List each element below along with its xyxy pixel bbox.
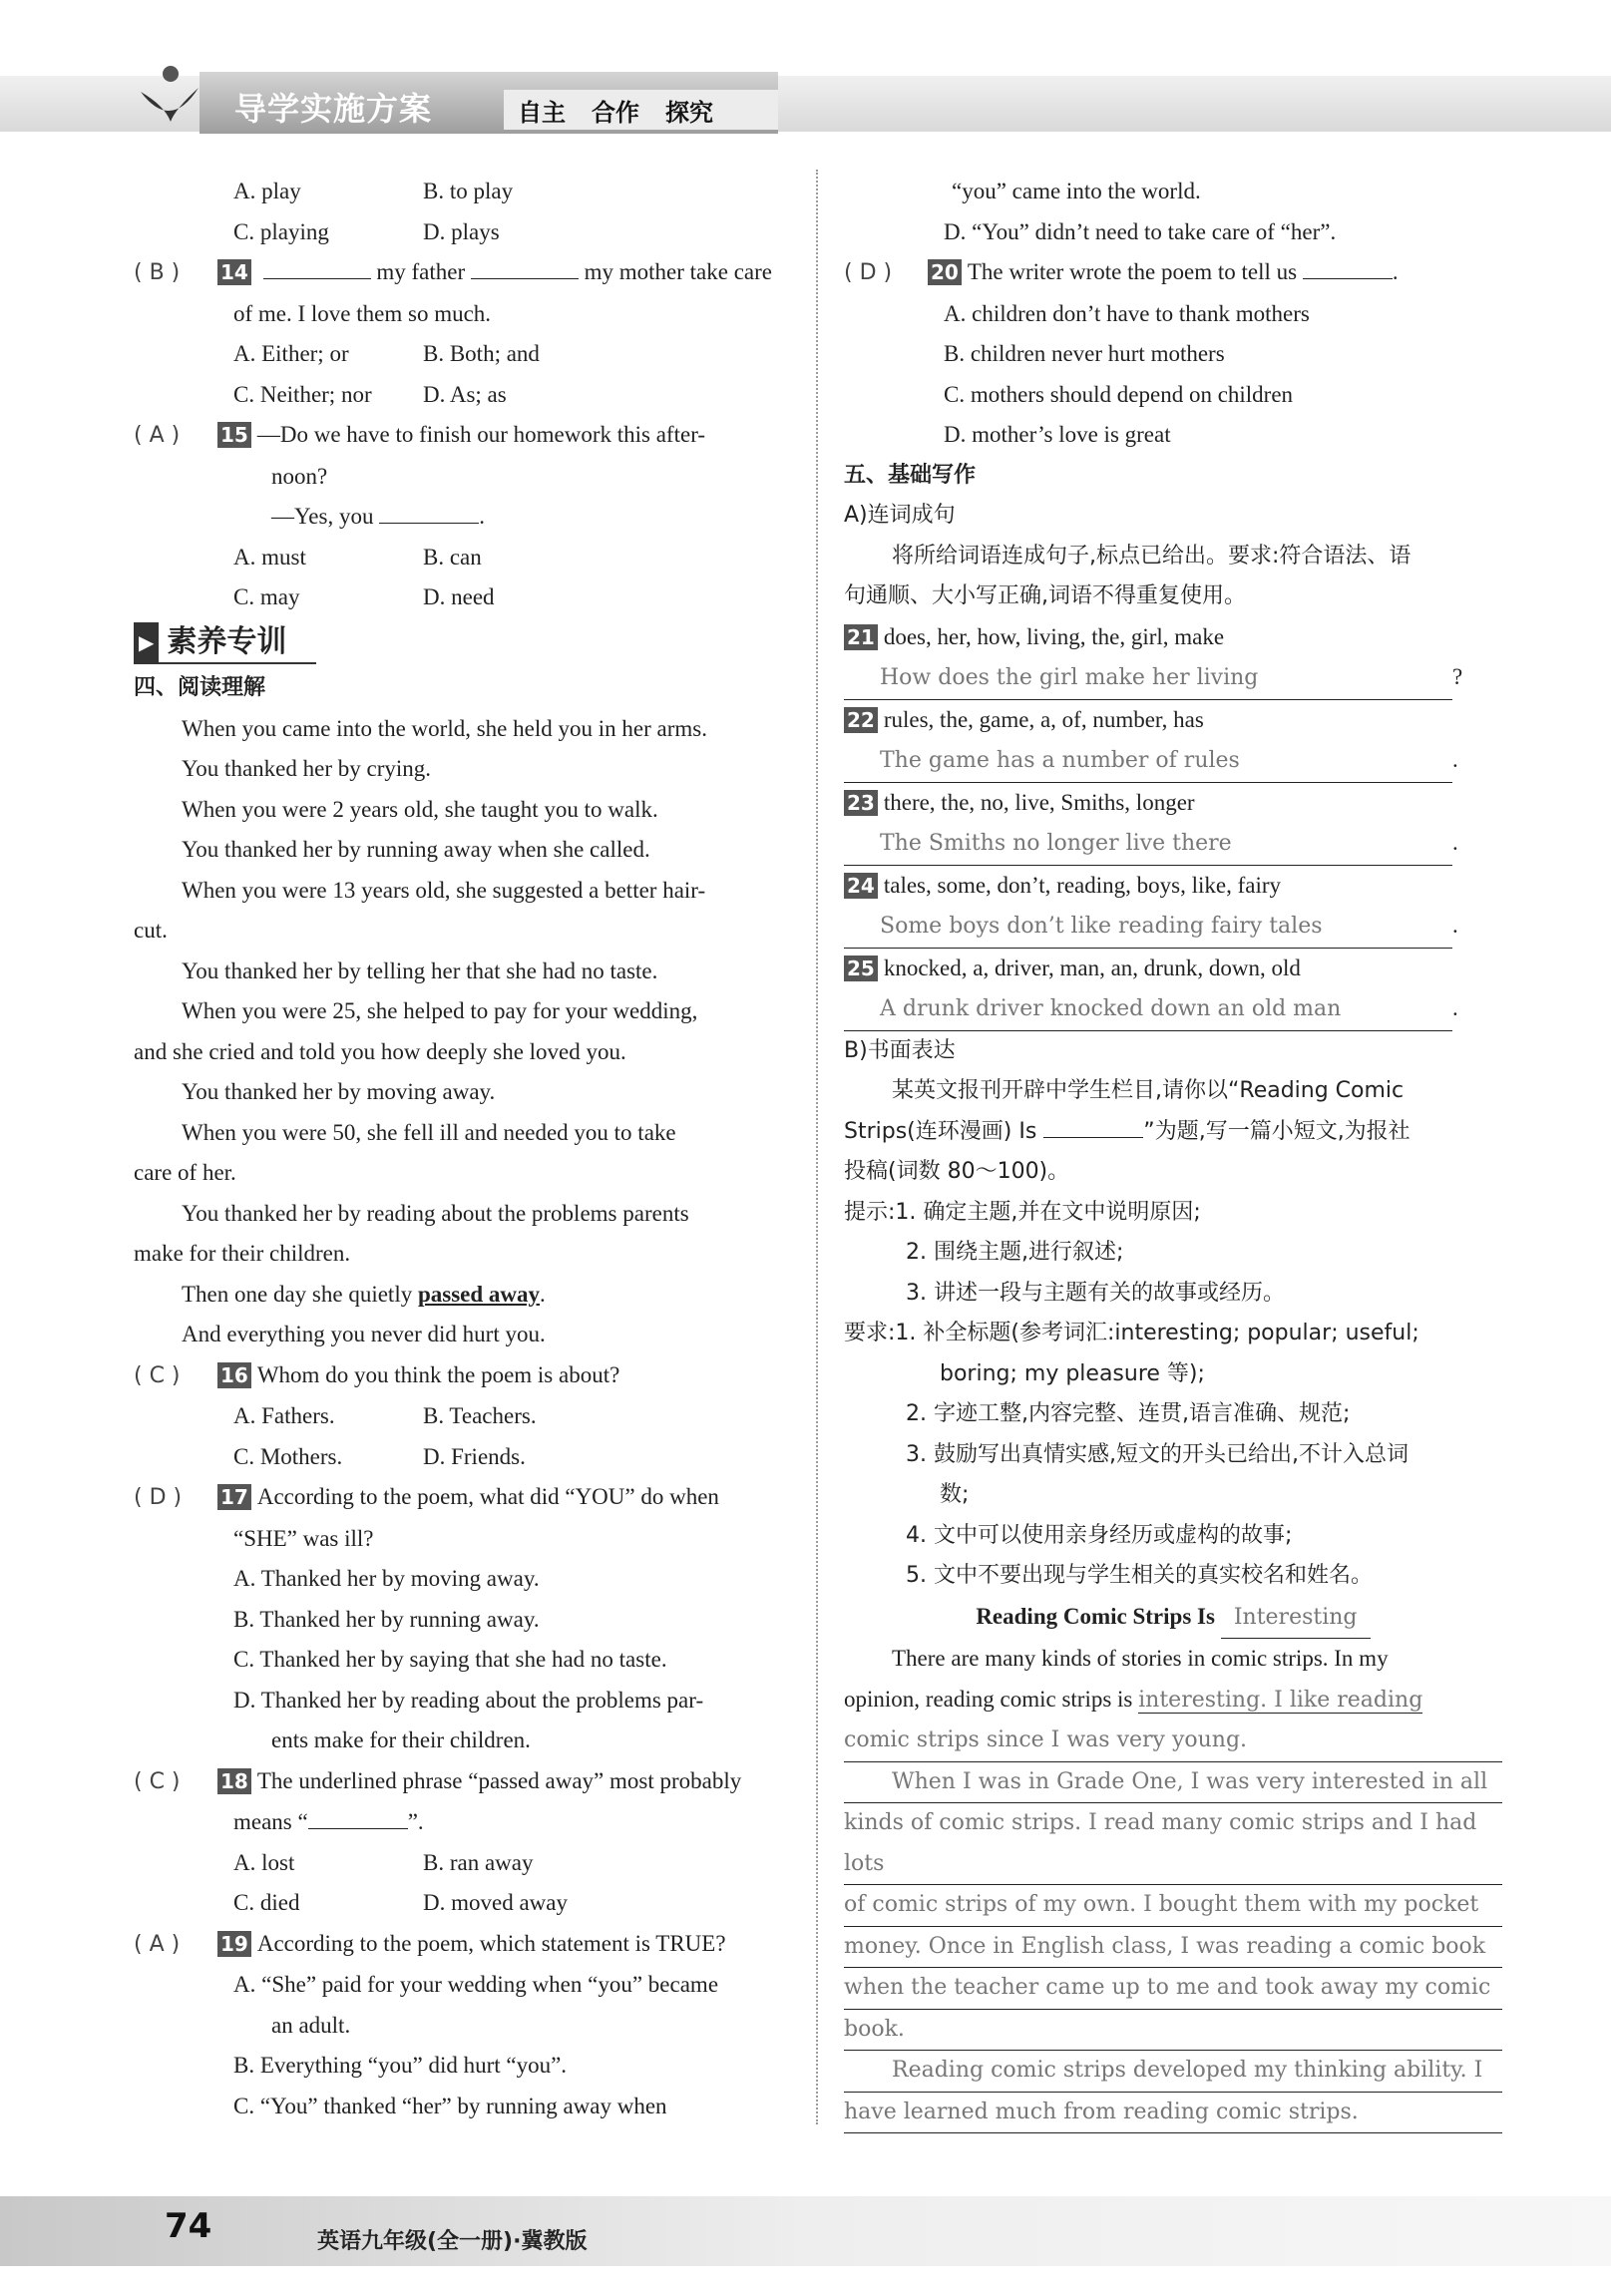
sentence-items: 21 does, her, how, living, the, girl, make How does the girl make her living ? 22 rules, the, game, a, of, number, has The game has a number of rules . 23 there, the, no, live, Smiths, longer The Smiths no longer live there . 24 tales, some, don’t, reading, boys, like, fairy Some boys don’t like reading fairy tales . 25 knocked, a, driver, man, an, drunk, down, old A drunk driver knocked down an old man . [844, 617, 1502, 1031]
page-header [0, 66, 1611, 144]
question-19: ( A ) 19 According to the poem, which statement is TRUE? [134, 1930, 726, 1957]
q13-option-a: A. play [233, 179, 301, 203]
essay-body: comic strips since I was very young. When I was in Grade One, I was very interested in all kinds of comic strips. I read many comic strips and I had lots of comic strips of my own. I bought them with my pocket money. Once in English class, I was reading a comic book when the teacher came up to me and took away my comic book. Reading comic strips developed my thinking ability. I have learned much from reading comic strips. [844, 1721, 1502, 2133]
section-title: ▶ 素养专训 [134, 622, 316, 665]
poem: When you came into the world, she held you in her arms. You thanked her by crying. When you were 2 years old, she taught you to walk. You thanked her by running away when she called. When you were 13 years old, she suggested a better hair- cut. You thanked her by telling her that she had no taste. When you were 25, she helped to pay for your wedding, and she cried and told you how deeply she loved you. You thanked her by moving away. When you were 50, she fell ill and needed you to take care of her. You thanked her by reading about the problems parents make for their children. Then one day she quietly passed away. And everything you never did hurt you. [134, 715, 707, 1347]
q13-option-d: D. plays [423, 218, 500, 244]
right-column: “you” came into the world. D. “You” didn’t need to take care of “her”. ( D ) 20 The writer wrote the poem to tell us . A. children don’t have to thank mothers B. children never hurt mothers C. mothers should depend on children D. mother’s love is great 五、基础写作 A)连词成句 将所给词语连成句子,标点已给出。要求:符合语法、语 句通顺、大小写正确,词语不得重复使用。 21 does, her, how, living, the, girl, make How does the girl make her living ? 22 rules, the, game, a, of, number, has The game has a number of rules . 23 there, the, no, live, Smiths, longer The Smiths no longer live there . 24 tales, some, don’t, reading, boys, like, fairy Some boys don’t like reading fairy tales . 25 knocked, a, driver, man, an, drunk, down, old A drunk driver knocked down an old man . B)书面表达 某英文报刊开辟中学生栏目,请你以“Reading Comic Strips(连环漫画) Is ”为题,写一篇小短文,为报社 投稿(词数 80～100)。 提示:1. 确定主题,并在文中说明原因; 2. 围绕主题,进行叙述; 3. 讲述一段与主题有关的故事或经历。 要求:1. 补全标题(参考词汇:interesting; popular; useful; boring; my pleasure 等); 2. 字迹工整,内容完整、连贯,语言准确、规范; 3. 鼓励写出真情实感,短文的开头已给出,不计入总词 数; 4. 文中可以使用亲身经历或虚构的故事; 5. 文中不要出现与学生相关的真实校名和姓名。 Reading Comic Strips Is Interesting There are many kinds of stories in comic strips. In my opinion, reading comic strips is interesting. I like reading comic strips since I was very young. When I was in Grade One, I was very interested in all kinds of comic strips. I read many comic strips and I had lots of comic strips of my own. I bought them with my pocket money. Once in English class, I was reading a comic book when the teacher came up to me and took away my comic book. Reading comic strips developed my thinking ability. I have learned much from reading comic strips. [844, 172, 1502, 2133]
reading-heading: 四、阅读理解 [134, 675, 266, 701]
question-15: ( A ) 15 —Do we have to finish our homework this after- [134, 422, 706, 448]
header-tags [504, 90, 778, 130]
tag-self: 自主 [518, 98, 566, 127]
part-b-heading: B)书面表达 [844, 1037, 956, 1063]
answer-21: How does the girl make her living [844, 658, 1452, 700]
tag-explore: 探究 [665, 98, 713, 127]
column-divider [816, 170, 818, 2124]
question-18: ( C ) 18 The underlined phrase “passed away” most probably [134, 1767, 742, 1794]
essay-title: Reading Comic Strips Is Interesting [844, 1597, 1502, 1640]
book-title: 英语九年级(全一册)·冀教版 [317, 2229, 588, 2254]
page-number: 74 [165, 2206, 212, 2246]
question-14: ( B ) 14 my father my mother take care [134, 252, 792, 294]
reader-logo-icon [135, 62, 204, 132]
part-a-heading: A)连词成句 [844, 503, 956, 528]
underlined-phrase: passed away [417, 1281, 541, 1307]
q13-option-b: B. to play [423, 179, 514, 203]
header-title: 导学实施方案 [234, 90, 433, 128]
tag-cooperate: 合作 [592, 98, 639, 127]
answer-24: Some boys don’t like reading fairy tales [844, 907, 1452, 949]
question-16: ( C ) 16 Whom do you think the poem is about? [134, 1361, 620, 1388]
question-20: ( D ) 20 The writer wrote the poem to tell us . [844, 252, 1502, 294]
page-footer [0, 2176, 1611, 2296]
q13-option-c: C. playing [233, 218, 329, 244]
answer-25: A drunk driver knocked down an old man [844, 989, 1452, 1031]
left-column: A. play B. to play C. playing D. plays ( B ) 14 my father my mother take care of me. I love them so much. A. Either; or B. Both; and C. Neither; nor D. As; as ( A ) 15 —Do we have to finish our homework this after- noon? —Yes, you . A. must B. can C. may D. need ▶ 素养专训 四、阅读理解 When you came into the world, she held you in her arms. You thanked her by crying. When you were 2 years old, she taught you to walk. You thanked her by running away when she called. When you were 13 years old, she suggested a better hair- cut. You thanked her by telling her that she had no taste. When you were 25, she helped to pay for your wedding, and she cried and told you how deeply she loved you. You thanked her by moving away. When you were 50, she fell ill and needed you to take care of her. You thanked her by reading about the problems parents make for their children. Then one day she quietly passed away. And everything you never did hurt you. ( C ) 16 Whom do you think the poem is about? A. Fathers. B. Teachers. C. Mothers. D. Friends. ( D ) 17 According to the poem, what did “YOU” do when “SHE” was ill? A. Thanked her by moving away. B. Thanked her by running away. C. Thanked her by saying that she had no taste. D. Thanked her by reading about the problems par- ents make for their children. ( C ) 18 The underlined phrase “passed away” most probably means “ ”. A. lost B. ran away C. died D. moved away ( A ) 19 According to the poem, which statement is TRUE? A. “She” paid for your wedding when “you” became an adult. B. Everything “you” did hurt “you”. C. “You” thanked “her” by running away when [134, 172, 792, 2126]
writing-heading: 五、基础写作 [844, 462, 977, 488]
answer-23: The Smiths no longer live there [844, 824, 1452, 866]
answer-22: The game has a number of rules [844, 741, 1452, 783]
question-17: ( D ) 17 According to the poem, what did “YOU” do when [134, 1484, 719, 1511]
